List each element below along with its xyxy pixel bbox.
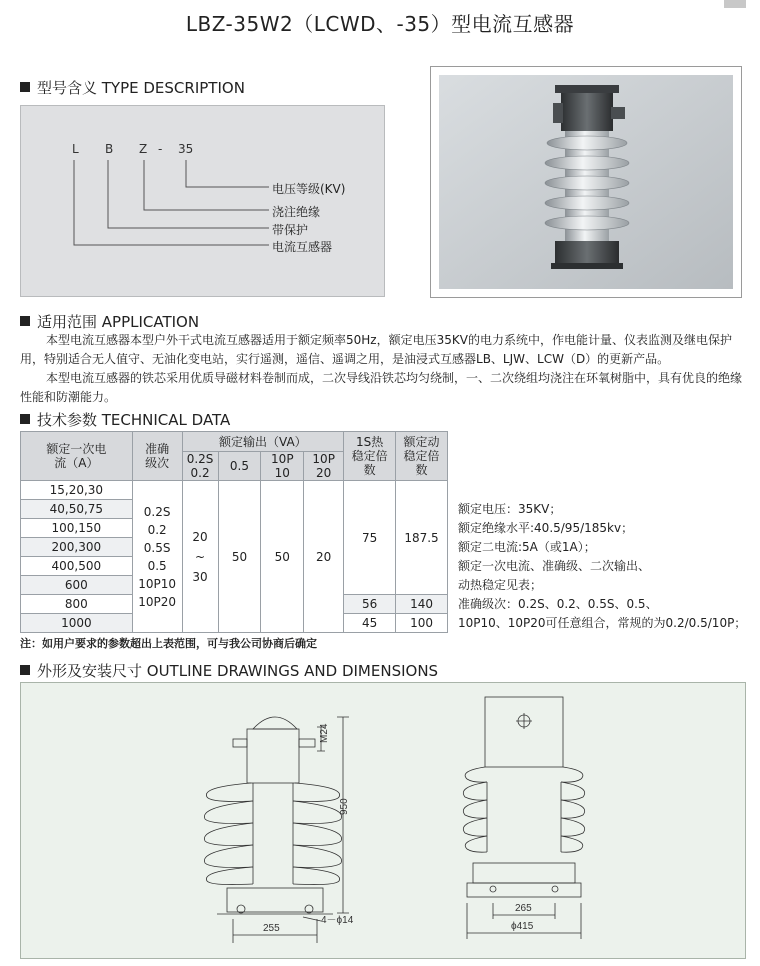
spec-notes [458,500,746,633]
application-paragraph-2: 本型电流互感器的铁芯采用优质导磁材料卷制而成，二次导线沿铁芯均匀绕制，一、二次绕组均浇注在环氧树脂中，具有优良的绝缘性能和防潮能力。 [20,371,743,404]
dim-265: 265 [515,903,532,914]
accuracy-item: 0.5 [147,558,167,573]
outline-drawing-area [20,682,746,959]
meaning-voltage-level: 电压等级(KV) [272,182,346,196]
corner-tab [724,0,746,8]
technical-data-table [20,431,448,633]
cell-thermal: 45 [344,614,396,633]
header-accuracy: 准确级次 [132,432,182,481]
product-photo [430,66,742,298]
cell-thermal: 56 [344,595,396,614]
dim-415: ϕ415 [511,921,534,932]
cell-current: 200,300 [21,538,133,557]
header-output-02: 0.2S 0.2 [182,452,218,481]
meaning-cast-insulation: 浇注绝缘 [272,205,321,219]
note-line: 额定一次电流、准确级、二次输出、 [458,559,651,573]
cell-output-10p20: 20 [304,481,344,633]
outline-drawings [21,683,745,958]
application-paragraph-1: 本型电流互感器本型户外干式电流互感器适用于额定频率50Hz，额定电压35KV的电力系统中，作电能计量、仪表监测及继电保护用，特别适合无人值守、无油化变电站，实行遥测，遥信、遥调之用，是油浸式互感器LB、LJW、LCW（D）的更新产品。 [20,333,732,366]
section-bullet-icon [20,316,30,326]
cell-current: 800 [21,595,133,614]
accuracy-item: 0.5S [143,540,171,555]
section-application: 适用范围 APPLICATION [20,311,199,332]
dim-m24: M24 [319,723,330,743]
cell-output-10p10: 50 [261,481,304,633]
note-line: 动热稳定见表； [458,578,543,592]
note-line: 10P10、10P20可任意组合，常规的为0.2/0.5/10P； [458,616,747,630]
cell-dynamic: 100 [396,614,448,633]
meaning-current-transformer: 电流互感器 [272,240,333,254]
type-code-diagram [20,105,385,297]
header-dynamic-stability: 额定动稳定倍数 [396,432,448,481]
dim-950: 950 [339,798,350,815]
header-output-10p10: 10P 10 [261,452,304,481]
accuracy-item: 0.2S [143,504,171,519]
note-line: 额定二电流:5A（或1A）； [458,540,596,554]
section-bullet-icon [20,665,30,675]
dim-255: 255 [263,923,280,934]
header-rated-output: 额定输出（VA） [182,432,344,452]
cell-output-05: 50 [218,481,261,633]
accuracy-item: 10P20 [138,594,177,609]
code-letter-b: B [105,142,114,156]
accuracy-item: 10P10 [138,576,177,591]
note-line: 额定绝缘水平:40.5/95/185kv； [458,521,634,535]
code-voltage: 35 [178,142,194,156]
cell-current: 100,150 [21,519,133,538]
type-code-leader-lines [21,106,384,296]
note-line: 额定电压：35KV； [458,502,562,516]
cell-current: 15,20,30 [21,481,133,500]
transformer-photo-illustration [431,67,741,297]
cell-current: 600 [21,576,133,595]
section-technical-data: 技术参数 TECHNICAL DATA [20,409,230,430]
footnote: 注：如用户要求的参数超出上表范围，可与我公司协商后确定 [20,637,317,650]
cell-dynamic: 140 [396,595,448,614]
accuracy-item: 0.2 [147,522,167,537]
cell-dynamic: 187.5 [396,481,448,595]
header-thermal-stability: 1S热稳定倍数 [344,432,396,481]
section-outline: 外形及安装尺寸 OUTLINE DRAWINGS AND DIMENSIONS [20,660,438,681]
page-title: LBZ-35W2（LCWD、-35）型电流互感器 [185,12,575,36]
section-bullet-icon [20,82,30,92]
code-dash: - [158,142,163,156]
cell-accuracy-list [132,481,182,633]
note-line: 准确级次：0.2S、0.2、0.5S、0.5、 [458,597,658,611]
cell-thermal: 75 [344,481,396,595]
cell-current: 400,500 [21,557,133,576]
section-type-description: 型号含义 TYPE DESCRIPTION [20,77,245,98]
dim-holes: 4－ϕ14 [321,915,354,926]
header-output-05: 0.5 [218,452,261,481]
cell-current: 40,50,75 [21,500,133,519]
meaning-with-protection: 带保护 [272,223,309,237]
code-letter-z: Z [139,142,148,156]
cell-current: 1000 [21,614,133,633]
section-bullet-icon [20,414,30,424]
header-output-10p20: 10P 20 [304,452,344,481]
header-rated-current: 额定一次电流（A） [21,432,133,481]
cell-output-02: 20 ~ 30 [182,481,218,633]
code-letter-l: L [72,142,79,156]
